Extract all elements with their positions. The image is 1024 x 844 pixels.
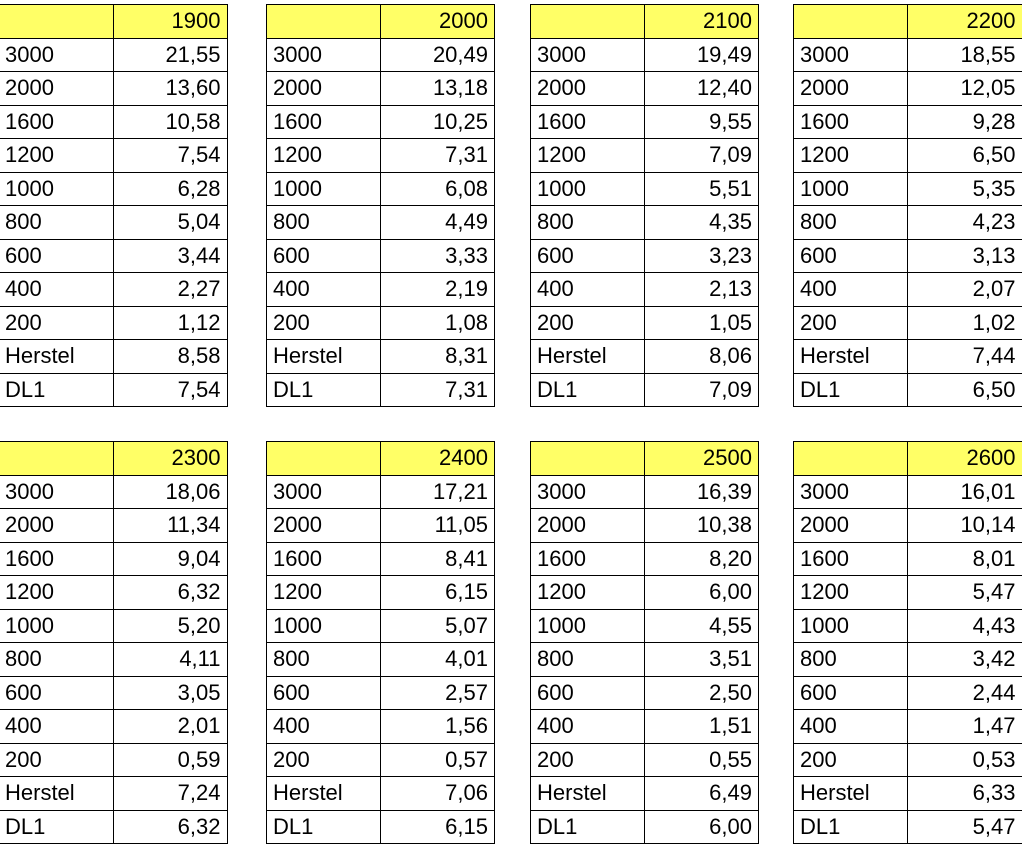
row-value-cell[interactable]: 6,50 — [908, 373, 1022, 407]
row-label-cell[interactable]: 2000 — [267, 509, 381, 543]
row-value-cell[interactable]: 11,05 — [381, 509, 495, 543]
row-value-cell[interactable]: 21,55 — [113, 38, 227, 72]
table-row — [794, 509, 1022, 543]
row-label-cell[interactable]: Herstel — [267, 340, 381, 374]
row-value-cell[interactable]: 8,58 — [113, 340, 227, 374]
row-value-cell[interactable]: 8,06 — [645, 340, 759, 374]
row-label-cell[interactable]: 1200 — [0, 139, 113, 173]
table-row — [267, 676, 495, 710]
row-label-cell[interactable]: 2000 — [0, 72, 113, 106]
row-value-cell[interactable]: 17,21 — [381, 475, 495, 509]
table-row — [531, 810, 759, 844]
row-value-cell[interactable]: 10,25 — [381, 105, 495, 139]
table-row — [794, 743, 1022, 777]
row-value-cell[interactable]: 5,07 — [381, 609, 495, 643]
row-label-cell[interactable]: 1600 — [794, 542, 908, 576]
table-row — [531, 609, 759, 643]
table-row — [267, 777, 495, 811]
row-label-cell[interactable]: 200 — [794, 743, 908, 777]
row-value-cell[interactable]: 4,43 — [908, 609, 1022, 643]
row-label-cell[interactable]: 800 — [0, 643, 113, 677]
row-label-cell[interactable]: 3000 — [531, 475, 645, 509]
header-row — [0, 442, 227, 476]
row-label-cell[interactable]: Herstel — [794, 340, 908, 374]
header-row — [794, 5, 1022, 39]
row-label-cell[interactable]: Herstel — [531, 777, 645, 811]
header-row — [267, 5, 495, 39]
row-value-cell[interactable]: 3,13 — [908, 239, 1022, 273]
table-row — [267, 475, 495, 509]
row-value-cell[interactable]: 4,55 — [645, 609, 759, 643]
row-value-cell[interactable]: 12,40 — [645, 72, 759, 106]
row-label-cell[interactable]: 1200 — [794, 139, 908, 173]
table-row — [267, 710, 495, 744]
table-row — [794, 373, 1022, 407]
row-label-cell[interactable]: 2000 — [531, 72, 645, 106]
row-label-cell[interactable]: Herstel — [267, 777, 381, 811]
row-value-cell[interactable]: 2,27 — [113, 273, 227, 307]
row-value-cell[interactable]: 2,57 — [381, 676, 495, 710]
row-value-cell[interactable]: 3,44 — [113, 239, 227, 273]
header-value-cell[interactable]: 2500 — [645, 442, 759, 476]
row-label-cell[interactable]: 1200 — [0, 576, 113, 610]
row-label-cell[interactable]: 1200 — [531, 139, 645, 173]
row-value-cell[interactable]: 1,12 — [113, 306, 227, 340]
row-label-cell[interactable]: 800 — [794, 643, 908, 677]
price-table-2500 — [530, 441, 759, 844]
row-label-cell[interactable]: 1200 — [531, 576, 645, 610]
header-label-cell[interactable] — [531, 5, 645, 39]
row-label-cell[interactable]: 1000 — [794, 609, 908, 643]
table-row — [531, 306, 759, 340]
header-label-cell[interactable] — [794, 442, 908, 476]
table-row — [531, 475, 759, 509]
row-label-cell[interactable]: 2000 — [0, 509, 113, 543]
row-label-cell[interactable]: DL1 — [531, 810, 645, 844]
table-row — [267, 609, 495, 643]
header-value-cell[interactable]: 2000 — [381, 5, 495, 39]
row-value-cell[interactable]: 6,08 — [381, 172, 495, 206]
table-row — [531, 72, 759, 106]
row-label-cell[interactable]: 2000 — [794, 72, 908, 106]
row-value-cell[interactable]: 9,55 — [645, 105, 759, 139]
table-row — [531, 340, 759, 374]
row-value-cell[interactable]: 1,56 — [381, 710, 495, 744]
row-label-cell[interactable]: 600 — [794, 676, 908, 710]
table-row — [267, 172, 495, 206]
row-label-cell[interactable]: 1200 — [267, 139, 381, 173]
table-row — [794, 38, 1022, 72]
table-row — [0, 306, 227, 340]
row-value-cell[interactable]: 10,14 — [908, 509, 1022, 543]
table-row — [531, 509, 759, 543]
row-value-cell[interactable]: 0,55 — [645, 743, 759, 777]
row-label-cell[interactable]: 1600 — [267, 105, 381, 139]
header-value-cell[interactable]: 2100 — [645, 5, 759, 39]
row-value-cell[interactable]: 7,31 — [381, 139, 495, 173]
row-label-cell[interactable]: 400 — [794, 273, 908, 307]
price-table-2200 — [793, 4, 1022, 407]
row-label-cell[interactable]: 3000 — [531, 38, 645, 72]
price-table-2300 — [0, 441, 228, 844]
row-value-cell[interactable]: 5,51 — [645, 172, 759, 206]
row-label-cell[interactable]: 1200 — [794, 576, 908, 610]
row-label-cell[interactable]: 200 — [0, 743, 113, 777]
table-row — [0, 609, 227, 643]
header-label-cell[interactable] — [531, 442, 645, 476]
row-value-cell[interactable]: 2,19 — [381, 273, 495, 307]
row-label-cell[interactable]: 3000 — [267, 38, 381, 72]
row-label-cell[interactable]: 3000 — [267, 475, 381, 509]
row-value-cell[interactable]: 3,05 — [113, 676, 227, 710]
row-value-cell[interactable]: 1,08 — [381, 306, 495, 340]
row-value-cell[interactable]: 2,13 — [645, 273, 759, 307]
table-row — [267, 509, 495, 543]
table-row — [267, 643, 495, 677]
row-value-cell[interactable]: 10,38 — [645, 509, 759, 543]
row-label-cell[interactable]: 800 — [531, 206, 645, 240]
row-label-cell[interactable]: 800 — [531, 643, 645, 677]
row-value-cell[interactable]: 18,55 — [908, 38, 1022, 72]
row-value-cell[interactable]: 9,04 — [113, 542, 227, 576]
row-value-cell[interactable]: 7,09 — [645, 139, 759, 173]
row-value-cell[interactable]: 7,31 — [381, 373, 495, 407]
table-row — [267, 206, 495, 240]
row-label-cell[interactable]: 3000 — [0, 475, 113, 509]
header-value-cell[interactable]: 2200 — [908, 5, 1022, 39]
row-value-cell[interactable]: 2,01 — [113, 710, 227, 744]
row-value-cell[interactable]: 6,15 — [381, 576, 495, 610]
table-row — [531, 542, 759, 576]
table-row — [0, 676, 227, 710]
table-row — [267, 273, 495, 307]
table-row — [531, 643, 759, 677]
table-row — [794, 777, 1022, 811]
row-value-cell[interactable]: 7,54 — [113, 373, 227, 407]
row-label-cell[interactable]: 1000 — [0, 172, 113, 206]
row-label-cell[interactable]: 400 — [267, 710, 381, 744]
row-value-cell[interactable]: 8,41 — [381, 542, 495, 576]
row-value-cell[interactable]: 3,51 — [645, 643, 759, 677]
table-row — [794, 643, 1022, 677]
row-value-cell[interactable]: 6,00 — [645, 810, 759, 844]
row-label-cell[interactable]: Herstel — [0, 777, 113, 811]
row-label-cell[interactable]: 200 — [0, 306, 113, 340]
header-row — [531, 442, 759, 476]
row-value-cell[interactable]: 2,50 — [645, 676, 759, 710]
table-row — [0, 576, 227, 610]
header-row — [531, 5, 759, 39]
row-label-cell[interactable]: DL1 — [794, 373, 908, 407]
table-row — [531, 139, 759, 173]
row-value-cell[interactable]: 13,60 — [113, 72, 227, 106]
row-label-cell[interactable]: 1000 — [531, 172, 645, 206]
row-value-cell[interactable]: 4,35 — [645, 206, 759, 240]
table-row — [531, 239, 759, 273]
row-label-cell[interactable]: 400 — [531, 273, 645, 307]
price-table-2100 — [530, 4, 759, 407]
row-value-cell[interactable]: 3,33 — [381, 239, 495, 273]
row-label-cell[interactable]: 200 — [267, 743, 381, 777]
row-label-cell[interactable]: 600 — [531, 239, 645, 273]
row-label-cell[interactable]: 200 — [794, 306, 908, 340]
table-row — [0, 72, 227, 106]
table-row — [794, 475, 1022, 509]
row-label-cell[interactable]: 200 — [531, 743, 645, 777]
row-value-cell[interactable]: 7,44 — [908, 340, 1022, 374]
row-label-cell[interactable]: 1000 — [267, 172, 381, 206]
table-row — [794, 710, 1022, 744]
table-row — [794, 172, 1022, 206]
table-row — [267, 139, 495, 173]
row-label-cell[interactable]: 600 — [267, 676, 381, 710]
row-label-cell[interactable]: 400 — [794, 710, 908, 744]
table-row — [267, 306, 495, 340]
table-row — [0, 273, 227, 307]
table-row — [0, 172, 227, 206]
table-row — [0, 373, 227, 407]
row-label-cell[interactable]: Herstel — [794, 777, 908, 811]
row-value-cell[interactable]: 2,44 — [908, 676, 1022, 710]
row-value-cell[interactable]: 1,02 — [908, 306, 1022, 340]
price-table-2400 — [266, 441, 495, 844]
row-label-cell[interactable]: 600 — [0, 239, 113, 273]
table-row — [531, 273, 759, 307]
row-value-cell[interactable]: 12,05 — [908, 72, 1022, 106]
table-row — [0, 643, 227, 677]
row-value-cell[interactable]: 6,32 — [113, 576, 227, 610]
row-label-cell[interactable]: 400 — [0, 710, 113, 744]
table-row — [267, 72, 495, 106]
row-label-cell[interactable]: 1000 — [0, 609, 113, 643]
row-value-cell[interactable]: 1,51 — [645, 710, 759, 744]
row-value-cell[interactable]: 4,49 — [381, 206, 495, 240]
row-value-cell[interactable]: 16,01 — [908, 475, 1022, 509]
header-row — [794, 442, 1022, 476]
row-label-cell[interactable]: DL1 — [794, 810, 908, 844]
row-value-cell[interactable]: 6,33 — [908, 777, 1022, 811]
table-row — [531, 105, 759, 139]
row-label-cell[interactable]: 600 — [267, 239, 381, 273]
table-row — [0, 206, 227, 240]
table-row — [267, 810, 495, 844]
header-row — [267, 442, 495, 476]
table-row — [267, 373, 495, 407]
row-label-cell[interactable]: 800 — [0, 206, 113, 240]
row-label-cell[interactable]: 600 — [531, 676, 645, 710]
table-row — [794, 273, 1022, 307]
table-row — [794, 239, 1022, 273]
table-row — [267, 340, 495, 374]
row-value-cell[interactable]: 8,01 — [908, 542, 1022, 576]
row-value-cell[interactable]: 1,47 — [908, 710, 1022, 744]
table-row — [794, 810, 1022, 844]
table-row — [531, 576, 759, 610]
row-value-cell[interactable]: 5,20 — [113, 609, 227, 643]
row-value-cell[interactable]: 20,49 — [381, 38, 495, 72]
row-label-cell[interactable]: 1600 — [531, 542, 645, 576]
row-label-cell[interactable]: 3000 — [0, 38, 113, 72]
row-label-cell[interactable]: 1600 — [0, 105, 113, 139]
row-value-cell[interactable]: 6,50 — [908, 139, 1022, 173]
table-row — [0, 239, 227, 273]
table-row — [0, 810, 227, 844]
row-value-cell[interactable]: 5,04 — [113, 206, 227, 240]
row-value-cell[interactable]: 2,07 — [908, 273, 1022, 307]
row-label-cell[interactable]: DL1 — [0, 373, 113, 407]
price-table-2600 — [793, 441, 1022, 844]
row-label-cell[interactable]: 400 — [531, 710, 645, 744]
row-label-cell[interactable]: 800 — [794, 206, 908, 240]
table-row — [531, 710, 759, 744]
row-value-cell[interactable]: 0,59 — [113, 743, 227, 777]
row-value-cell[interactable]: 4,11 — [113, 643, 227, 677]
row-label-cell[interactable]: 600 — [794, 239, 908, 273]
row-value-cell[interactable]: 6,28 — [113, 172, 227, 206]
row-value-cell[interactable]: 7,24 — [113, 777, 227, 811]
table-row — [794, 576, 1022, 610]
row-value-cell[interactable]: 8,31 — [381, 340, 495, 374]
table-row — [267, 38, 495, 72]
table-row — [531, 743, 759, 777]
row-label-cell[interactable]: 200 — [531, 306, 645, 340]
price-table-2000 — [266, 4, 495, 407]
header-label-cell[interactable] — [0, 5, 113, 39]
table-row — [267, 743, 495, 777]
table-row — [531, 172, 759, 206]
row-label-cell[interactable]: 1600 — [794, 105, 908, 139]
table-row — [794, 340, 1022, 374]
row-value-cell[interactable]: 3,23 — [645, 239, 759, 273]
row-value-cell[interactable]: 5,47 — [908, 576, 1022, 610]
header-value-cell[interactable]: 2300 — [113, 442, 227, 476]
row-label-cell[interactable]: Herstel — [531, 340, 645, 374]
price-table-1900 — [0, 4, 228, 407]
row-value-cell[interactable]: 0,53 — [908, 743, 1022, 777]
row-label-cell[interactable]: DL1 — [0, 810, 113, 844]
row-value-cell[interactable]: 3,42 — [908, 643, 1022, 677]
row-label-cell[interactable]: DL1 — [267, 373, 381, 407]
header-row — [0, 5, 227, 39]
table-row — [531, 777, 759, 811]
row-value-cell[interactable]: 5,35 — [908, 172, 1022, 206]
header-value-cell[interactable]: 2600 — [908, 442, 1022, 476]
row-label-cell[interactable]: 2000 — [531, 509, 645, 543]
table-row — [267, 576, 495, 610]
row-label-cell[interactable]: DL1 — [531, 373, 645, 407]
table-row — [0, 509, 227, 543]
row-label-cell[interactable]: 1000 — [531, 609, 645, 643]
table-row — [267, 542, 495, 576]
table-row — [0, 105, 227, 139]
table-row — [0, 710, 227, 744]
row-value-cell[interactable]: 4,01 — [381, 643, 495, 677]
row-value-cell[interactable]: 8,20 — [645, 542, 759, 576]
table-row — [0, 475, 227, 509]
row-label-cell[interactable]: 2000 — [794, 509, 908, 543]
row-value-cell[interactable]: 5,47 — [908, 810, 1022, 844]
table-row — [794, 139, 1022, 173]
row-value-cell[interactable]: 7,06 — [381, 777, 495, 811]
table-row — [794, 206, 1022, 240]
row-value-cell[interactable]: 4,23 — [908, 206, 1022, 240]
row-value-cell[interactable]: 7,09 — [645, 373, 759, 407]
table-row — [0, 743, 227, 777]
row-label-cell[interactable]: 400 — [0, 273, 113, 307]
row-label-cell[interactable]: 1600 — [531, 105, 645, 139]
row-label-cell[interactable]: Herstel — [0, 340, 113, 374]
table-row — [794, 676, 1022, 710]
table-row — [794, 72, 1022, 106]
row-value-cell[interactable]: 7,54 — [113, 139, 227, 173]
table-row — [0, 38, 227, 72]
row-label-cell[interactable]: 1000 — [794, 172, 908, 206]
table-row — [531, 38, 759, 72]
row-label-cell[interactable]: 1600 — [267, 542, 381, 576]
table-row — [794, 609, 1022, 643]
row-value-cell[interactable]: 9,28 — [908, 105, 1022, 139]
table-row — [794, 105, 1022, 139]
header-label-cell[interactable] — [0, 442, 113, 476]
row-label-cell[interactable]: 3000 — [794, 475, 908, 509]
row-label-cell[interactable]: 2000 — [267, 72, 381, 106]
header-label-cell[interactable] — [267, 5, 381, 39]
header-label-cell[interactable] — [267, 442, 381, 476]
row-value-cell[interactable]: 16,39 — [645, 475, 759, 509]
table-row — [531, 676, 759, 710]
table-row — [0, 542, 227, 576]
table-row — [267, 105, 495, 139]
table-row — [267, 239, 495, 273]
table-row — [531, 373, 759, 407]
row-label-cell[interactable]: 1600 — [0, 542, 113, 576]
header-label-cell[interactable] — [794, 5, 908, 39]
row-value-cell[interactable]: 6,32 — [113, 810, 227, 844]
row-label-cell[interactable]: 1000 — [267, 609, 381, 643]
table-row — [0, 139, 227, 173]
row-value-cell[interactable]: 1,05 — [645, 306, 759, 340]
row-label-cell[interactable]: 600 — [0, 676, 113, 710]
row-value-cell[interactable]: 19,49 — [645, 38, 759, 72]
row-value-cell[interactable]: 6,15 — [381, 810, 495, 844]
row-value-cell[interactable]: 6,00 — [645, 576, 759, 610]
row-value-cell[interactable]: 18,06 — [113, 475, 227, 509]
table-row — [794, 306, 1022, 340]
table-row — [0, 777, 227, 811]
row-label-cell[interactable]: 400 — [267, 273, 381, 307]
table-row — [0, 340, 227, 374]
row-value-cell[interactable]: 10,58 — [113, 105, 227, 139]
row-label-cell[interactable]: 800 — [267, 643, 381, 677]
table-row — [794, 542, 1022, 576]
header-value-cell[interactable]: 1900 — [113, 5, 227, 39]
row-label-cell[interactable]: DL1 — [267, 810, 381, 844]
row-value-cell[interactable]: 13,18 — [381, 72, 495, 106]
table-row — [531, 206, 759, 240]
header-value-cell[interactable]: 2400 — [381, 442, 495, 476]
row-label-cell[interactable]: 3000 — [794, 38, 908, 72]
row-label-cell[interactable]: 1200 — [267, 576, 381, 610]
row-value-cell[interactable]: 0,57 — [381, 743, 495, 777]
row-value-cell[interactable]: 11,34 — [113, 509, 227, 543]
row-label-cell[interactable]: 800 — [267, 206, 381, 240]
row-label-cell[interactable]: 200 — [267, 306, 381, 340]
row-value-cell[interactable]: 6,49 — [645, 777, 759, 811]
